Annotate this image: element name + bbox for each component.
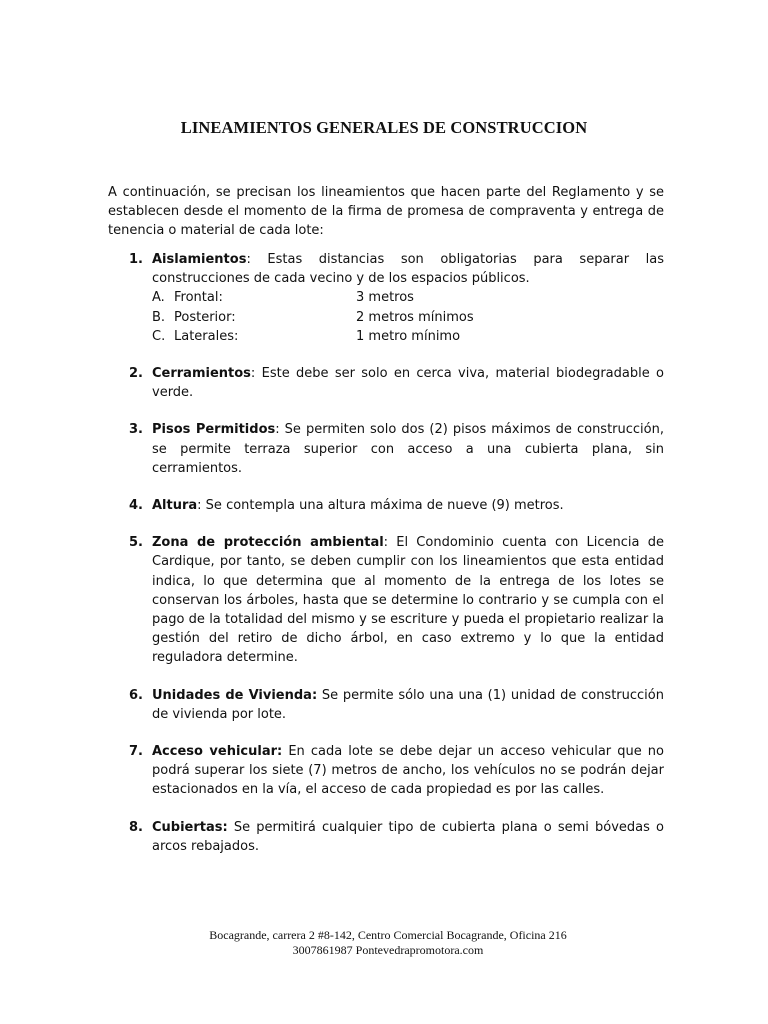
item-text: : Estas distancias son obligatorias para separar las construcciones de cada vecino y de los espacios públicos. xyxy=(152,252,664,287)
list-item xyxy=(108,686,664,724)
list-item xyxy=(108,818,664,856)
page-footer xyxy=(0,928,768,958)
item-text: En cada lote se debe dejar un acceso vehicular que no podrá superar los siete (7) metros de ancho, los vehículos no se podrán dejar estacionados en la vía, el acceso de cada propiedad es por las calles. xyxy=(152,744,664,798)
sublist-item xyxy=(152,308,664,327)
item-label: Aislamientos xyxy=(152,252,247,267)
list-item xyxy=(108,533,664,667)
sub-value: 1 metro mínimo xyxy=(356,328,461,344)
sub-letter: C. xyxy=(152,328,166,344)
sub-letter: A. xyxy=(152,290,165,306)
item-number: 1. xyxy=(129,252,143,267)
item-label: Cerramientos xyxy=(152,366,251,382)
list-item xyxy=(108,420,664,478)
item-number: 7. xyxy=(129,744,143,760)
item-number: 2. xyxy=(129,366,143,382)
item-label: Altura xyxy=(152,498,198,514)
item-number: 6. xyxy=(129,687,143,703)
item-text: : El Condominio cuenta con Licencia de Cardique, por tanto, se deben cumplir con los lineamientos que esta entidad indica, lo que determina que al momento de la entrega de los lotes se conservan los árboles, hasta que se determine lo contrario y se cumpla con el pago de la totalidad del mismo y se escriture y pueda el propietario realizar la gestión del retiro de dicho árbol, en caso extremo y lo que la entidad reguladora determine. xyxy=(152,535,664,666)
sublist-item xyxy=(152,327,664,346)
item-number: 3. xyxy=(129,422,143,438)
list-item xyxy=(108,250,664,346)
footer-contact: 3007861987 Pontevedrapromotora.com xyxy=(292,943,484,957)
item-text: : Se contempla una altura máxima de nueve (9) metros. xyxy=(197,498,564,514)
sub-name: Frontal: xyxy=(174,290,223,306)
item-number: 8. xyxy=(129,819,143,835)
item-text: : Este debe ser solo en cerca viva, material biodegradable o verde. xyxy=(152,366,664,401)
intro-paragraph: A continuación, se precisan los lineamientos que hacen parte del Reglamento y se establecen desde el momento de la firma de promesa de compraventa y entrega de tenencia o material de cada lote: xyxy=(108,185,664,239)
footer-address: Bocagrande, carrera 2 #8-142, Centro Comercial Bocagrande, Oficina 216 xyxy=(209,928,567,942)
item-label: Zona de protección ambiental xyxy=(152,535,384,551)
sub-letter: B. xyxy=(152,309,166,325)
item-text: Se permite sólo una una (1) unidad de construcción de vivienda por lote. xyxy=(152,687,664,722)
item-label: Cubiertas: xyxy=(152,819,228,835)
item-label: Unidades de Vivienda: xyxy=(152,687,318,703)
item-number: 5. xyxy=(129,535,143,551)
setback-sublist xyxy=(152,288,664,346)
sub-value: 2 metros mínimos xyxy=(356,309,474,325)
list-item xyxy=(108,496,664,515)
guidelines-list xyxy=(108,250,664,874)
item-label: Acceso vehicular: xyxy=(152,744,283,760)
list-item xyxy=(108,742,664,800)
sub-name: Posterior: xyxy=(174,309,236,325)
list-item xyxy=(108,364,664,402)
sublist-item xyxy=(152,288,664,307)
sub-name: Laterales: xyxy=(174,328,239,344)
item-number: 4. xyxy=(129,498,143,514)
document-title: LINEAMIENTOS GENERALES DE CONSTRUCCION xyxy=(180,118,588,137)
item-text: : Se permiten solo dos (2) pisos máximos de construcción, se permite terraza superior con acceso a una cubierta plana, sin cerramientos. xyxy=(152,422,664,476)
item-text: Se permitirá cualquier tipo de cubierta plana o semi bóvedas o arcos rebajados. xyxy=(152,819,664,854)
item-label: Pisos Permitidos xyxy=(152,422,276,438)
sub-value: 3 metros xyxy=(356,290,414,306)
